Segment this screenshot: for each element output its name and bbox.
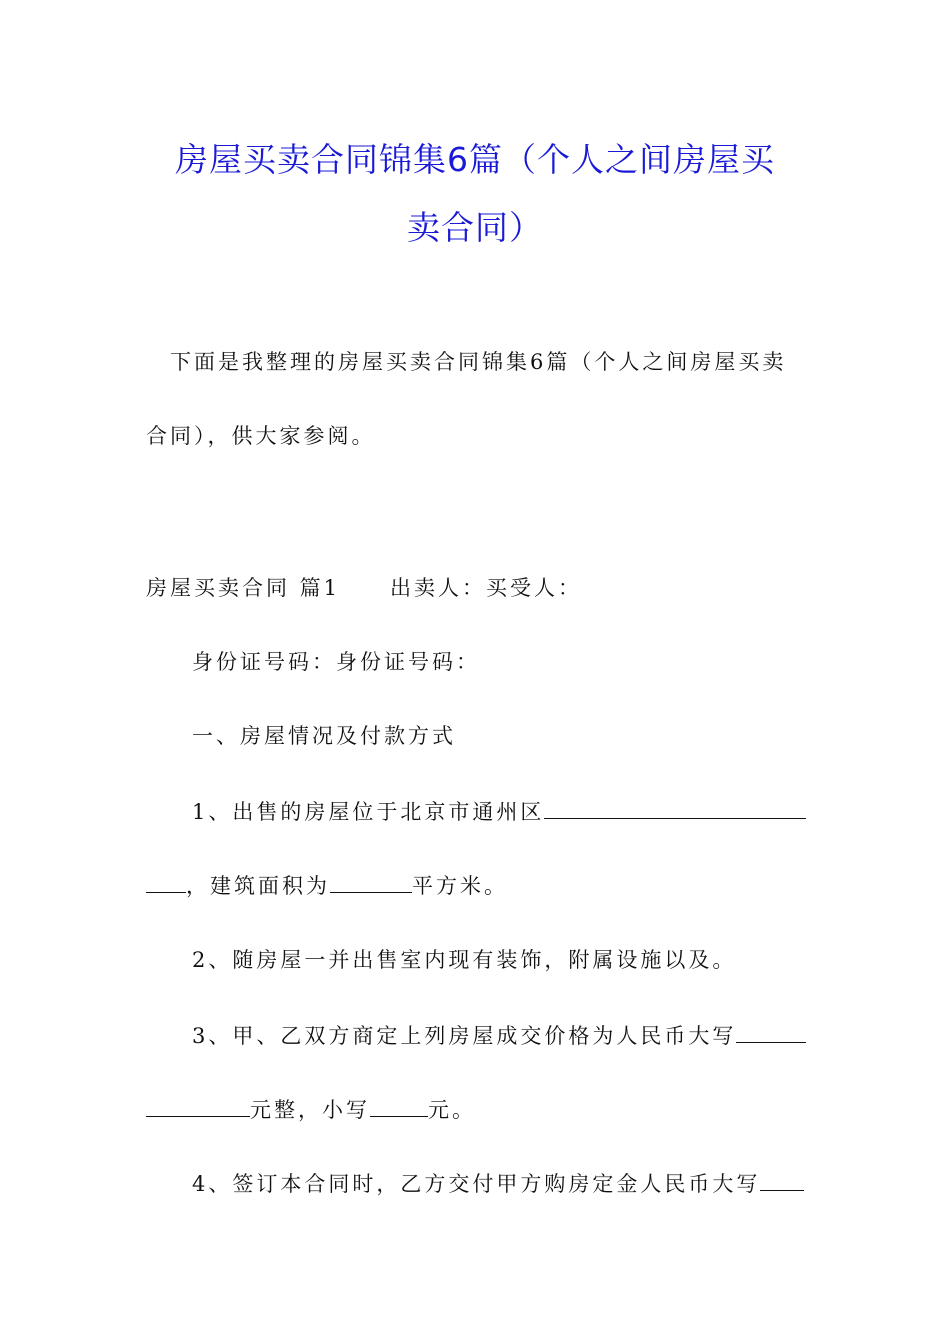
item1-line-2: [146, 870, 508, 900]
item4-line-1: [192, 1168, 804, 1198]
item3-text-c: 元。: [428, 1098, 476, 1122]
item1-text-a: 1、出售的房屋位于北京市通州区: [192, 800, 545, 824]
area-blank: [330, 874, 412, 893]
item3-line-2: [146, 1094, 476, 1124]
price-lowercase-blank: [370, 1098, 428, 1117]
item2-line: 2、随房屋一并出售室内现有装饰，附属设施以及。: [192, 948, 737, 972]
item1-line-1: [192, 796, 806, 826]
part1-heading: 一、房屋情况及付款方式: [192, 724, 456, 748]
intro-line-1: 下面是我整理的房屋买卖合同锦集6篇（个人之间房屋买卖: [170, 350, 787, 374]
price-uppercase-blank: [736, 1024, 806, 1043]
parties-line: 出卖人：买受人：: [390, 576, 582, 600]
section-heading: 房屋买卖合同 篇1: [146, 576, 341, 600]
item3-text-a: 3、甲、乙双方商定上列房屋成交价格为人民币大写: [192, 1024, 737, 1048]
document-title-line-2: 卖合同）: [407, 208, 543, 247]
item1-text-b: ，建筑面积为: [186, 874, 330, 898]
document-title-line-1: 房屋买卖合同锦集6篇（个人之间房屋买: [175, 140, 775, 179]
item3-text-b: 元整，小写: [250, 1098, 370, 1122]
item1-text-c: 平方米。: [412, 874, 508, 898]
id-numbers-line: 身份证号码：身份证号码：: [192, 650, 480, 674]
item4-text-a: 4、签订本合同时，乙方交付甲方购房定金人民币大写: [192, 1172, 761, 1196]
address-blank: [544, 800, 806, 819]
price-uppercase-blank-cont: [146, 1098, 250, 1117]
address-blank-cont: [146, 874, 186, 893]
intro-line-2: 合同），供大家参阅。: [146, 424, 376, 448]
deposit-blank: [760, 1172, 804, 1191]
item3-line-1: [192, 1020, 806, 1050]
